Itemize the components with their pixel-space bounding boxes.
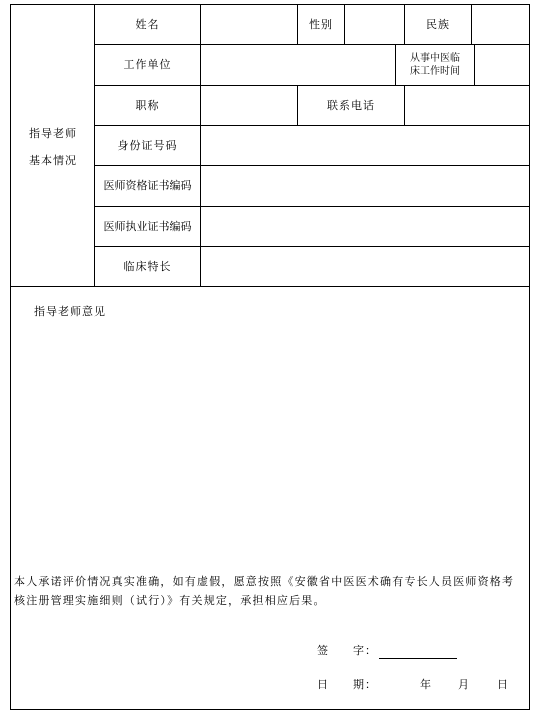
id-field[interactable] xyxy=(201,126,529,165)
month-label: 月 xyxy=(458,678,470,691)
phone-field[interactable] xyxy=(405,86,529,125)
workplace-label: 工作单位 xyxy=(123,58,172,71)
table-bottom-border xyxy=(10,709,529,710)
signature-line[interactable] xyxy=(379,658,457,659)
license-field[interactable] xyxy=(201,207,529,246)
name-field[interactable] xyxy=(201,5,297,44)
title-field[interactable] xyxy=(201,86,297,125)
clinical-time-label-line2: 床工作时间 xyxy=(410,66,460,77)
year-label: 年 xyxy=(420,678,432,691)
name-label: 姓名 xyxy=(135,17,160,31)
clinical-time-label xyxy=(396,45,474,85)
day-label: 日 xyxy=(497,678,509,691)
specialty-field[interactable] xyxy=(201,247,529,286)
section-label-line1: 指导老师 xyxy=(29,127,77,140)
license-label: 医师执业证书编码 xyxy=(103,219,192,233)
table-right-border xyxy=(529,4,530,710)
signature-label: 签 字： xyxy=(317,644,377,657)
id-label: 身份证号码 xyxy=(117,138,178,152)
qualification-field[interactable] xyxy=(201,166,529,206)
date-label: 日 期： xyxy=(317,678,377,691)
pledge-text: 本人承诺评价情况真实准确，如有虚假，愿意按照《安徽省中医医术确有专长人员医师资格考核注册管理实施细则（试行）》有关规定，承担相应后果。 xyxy=(14,575,515,607)
section-label-line2: 基本情况 xyxy=(29,154,77,167)
clinical-time-field[interactable] xyxy=(475,45,529,85)
gender-field[interactable] xyxy=(345,5,404,44)
phone-label: 联系电话 xyxy=(327,98,375,112)
specialty-label: 临床特长 xyxy=(123,259,172,273)
opinion-field[interactable] xyxy=(14,325,524,565)
qualification-label: 医师资格证书编码 xyxy=(103,179,192,192)
table-left-border xyxy=(10,4,11,710)
ethnicity-label: 民族 xyxy=(426,17,450,31)
section-label xyxy=(12,120,94,174)
workplace-field[interactable] xyxy=(201,45,395,85)
gender-label: 性别 xyxy=(309,17,333,31)
title-label: 职称 xyxy=(135,98,160,112)
opinion-label: 指导老师意见 xyxy=(34,305,106,318)
section-divider xyxy=(10,286,529,287)
ethnicity-field[interactable] xyxy=(472,5,529,44)
clinical-time-label-line1: 从事中医临 xyxy=(410,53,460,64)
